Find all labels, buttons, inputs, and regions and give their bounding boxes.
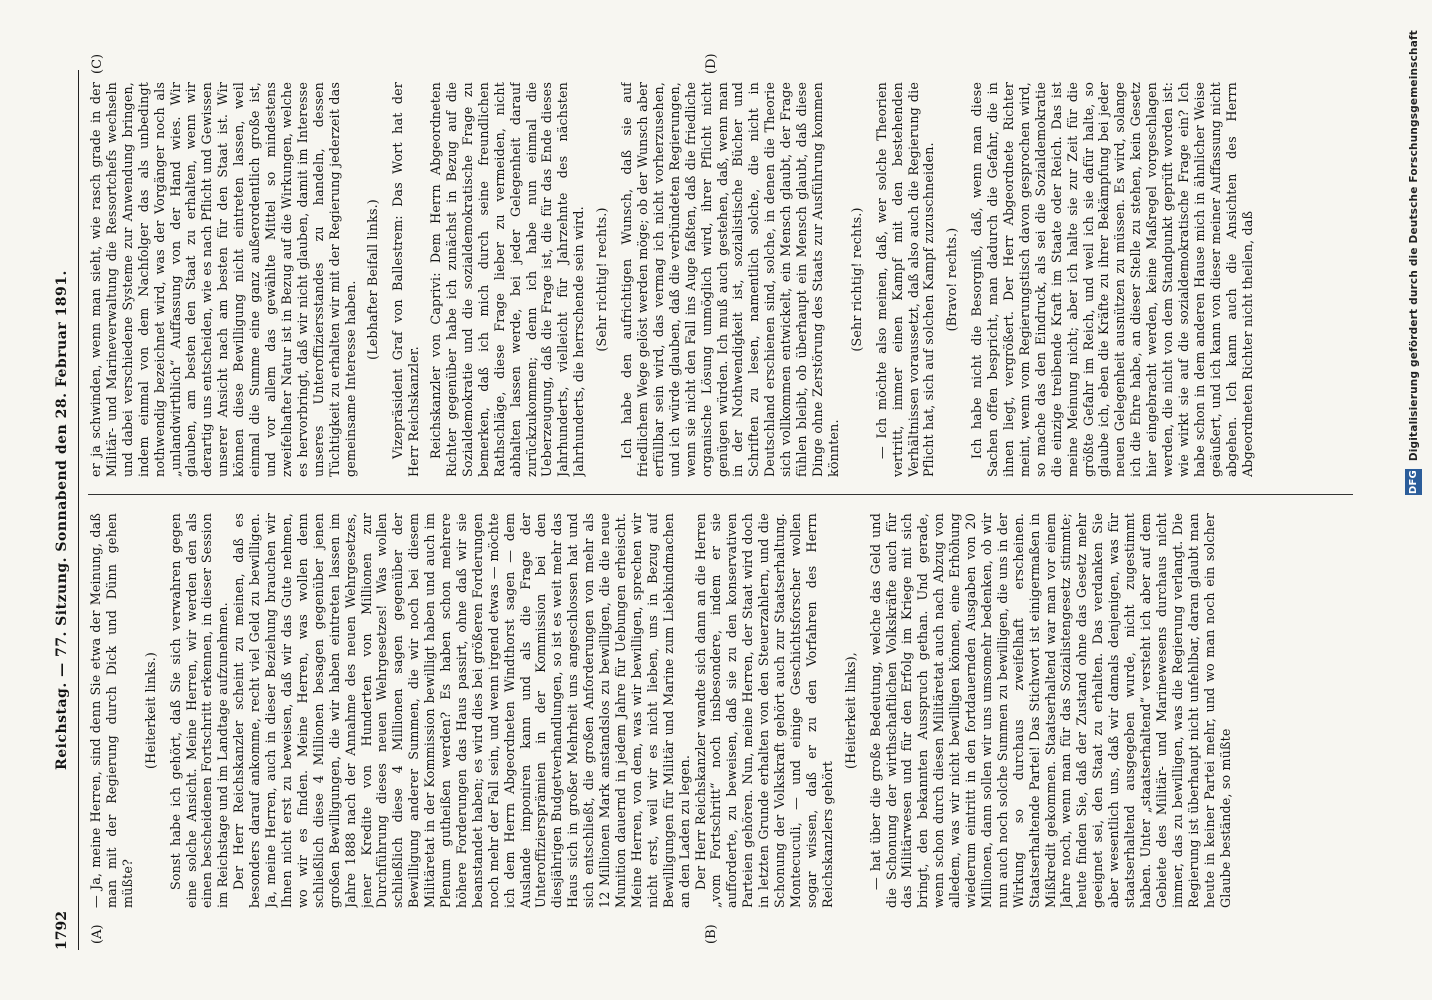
margin-marker-c: (C) [90,53,105,74]
left-column [88,513,1353,908]
page-header [54,90,76,950]
paragraph: Ich habe nicht die Besorgniß, daß, wenn man diese Sachen offen bespricht, man dadurch die Gefahr, die in ihnen liegt, vergrößert. Der Herr Abgeordnete Richter meint, wenn vom Regierungstisch davon gesprochen wird, so mache das den Eindruck, als sei die Sozialdemokratie die einzige treibende Kraft im Staate oder Reich. Das ist meine Meinung nicht; aber ich halte sie zur Zeit für die größte Gefahr im Reich, und weil ich sie dafür halte, so glaube ich, eben die Kräfte zu ihrer Bekämpfung bei jeder neuen Gelegenheit ausnützen zu müssen. Es wird, solange ich die Ehre habe, an dieser Stelle zu stehen, kein Gesetz hier eingebracht werden, keine Maßregel vorgeschlagen werden, die nicht von dem Standpunkt geprüft worden ist: wie wirkt sie auf die sozialdemokratische Frage ein? Ich habe schon in dem anderen Hause mich in ähnlicher Weise geäußert, und ich kann von dieser meiner Auffassung nicht abgehen. Ich kann auch die Ansichten des Herrn Abgeordneten Richter nicht theilen, daß [969,82,1255,477]
right-column [88,82,1353,477]
interjection: (Heiterkeit links.) [142,652,158,769]
speaker-paragraph: Vizepräsident Graf von Ballestrem: Das Wort hat der Herr Reichskanzler. [390,82,422,477]
interjection: (Sehr richtig! rechts.) [594,207,610,352]
paragraph: — Ich möchte also meinen, daß, wer solche Theorien vertritt, immer einen Kampf mit den bestehenden Verhältnissen voraussetzt, daß also auch die Regierung die Pflicht hat, sich auf solchen Kampf zuzuschneiden. [873,82,937,477]
paragraph: — Ja, meine Herren, sind denn Sie etwa der Meinung, daß man mit der Regierung durch Dick und Dünn gehen müßte? [88,513,135,908]
paragraph: er ja schwinden, wenn man sieht, wie rasch grade in der Militär- und Marineverwaltung die Ressortchefs wechseln und dabei verschiedene Systeme zur Anwendung bringen, indem einmal von dem Nachfolger das als unbedingt nothwendig bezeichnet wird, was der Vorgänger noch als „unlandwirthlich“ Auffassung von der Hand wies. Wir glauben, am besten den Staat zu erhalten, wenn wir derartig uns entscheiden, wie es nach Pflicht und Gewissen unserer Ansicht nach am besten für den Staat ist. Wir können diese Bewilligung nicht eintreten lassen, weil einmal die Summe eine ganz außerordentlich große ist, und vor allem das gewählte Mittel so mindestens zweifelhafter Natur ist in Bezug auf die Wirkungen, welche es hervorbringt, daß wir nicht glauben, damit im Interesse unseres Unteroffiziersstandes zu handeln, dessen Tüchtigkeit zu erhalten wir mit der Regierung jederzeit das gemeinsame Interesse haben. [88,82,358,477]
dfg-logo: DFG [1405,469,1422,495]
interjection: (Sehr richtig! rechts.) [848,207,864,352]
interjection: (Bravo! rechts.) [944,227,960,332]
paragraph: — hat über die große Bedeutung, welche das Geld und die Schonung der wirthschaftlichen Volkskräfte auch für das Militärwesen und für den Erfolg im Kriege mit sich bringt, den bekannten Ausspruch gethan. Und gerade, wenn schon durch diesen Militäretat auch nach Abzug von alledem, was wir nicht bewilligen können, eine Erhöhung wiederum eintritt in den fortdauernden Ausgaben von 20 Millionen, dann sollen wir uns umsomehr bedenken, ob wir nun auch noch solche Summen zu bewilligen, die uns in der Wirkung so durchaus zweifelhaft erscheinen. Staatserhaltende Partei! Das Stichwort ist einigermaßen in Mißkredit gekommen. Staatserhaltend war man vor einem Jahre noch, wenn man für das Sozialistengesetz stimmte; heute finden Sie, daß der Zustand ohne das Gesetz mehr geeignet sei, den Staat zu erhalten. Das verdanken Sie aber wesentlich uns, daß wir damals denjenigen, was für staatserhaltend ausgegeben wurde, nicht zugestimmt haben. Unter „staatserhaltend“ versteht ich aber auf dem Gebiete des Militär- und Marinewesens durchaus nicht immer, das zu bewilligen, was die Regierung verlangt. Die Regierung ist überhaupt nicht unfehlbar, daran glaubt man heute in keiner Partei mehr, und wo man noch ein solcher Glaube bestände, so müßte [867,513,1233,908]
paragraph: Der Herr Reichskanzler wandte sich dann an die Herren „vom Fortschritt“ noch insbesondere, indem er sie aufforderte, zu beweisen, daß sie zu den konservativen Parteien gehören. Nun, meine Herren, der Staat wird doch in letzten Grunde erhalten von den Steuerzahlern, und die Schonung der Volkskraft gehört auch zur Staatserhaltung. Montecuculi, — und einige Geschichtsforscher wollen sogar wissen, daß er zu den Vorfahren des Herrn Reichskanzlers gehört [692,513,835,908]
paragraph: Sonst habe ich gehört, daß Sie sich verwahren gegen eine solche Ansicht. Meine Herren, wir werden den als einen bescheidenen Fortschritt erkennen, in dieser Session im Reichstage und im Landtage aufzunehmen. [167,513,231,908]
page-number: 1792 [54,911,70,950]
margin-marker-b: (B) [704,924,719,944]
column-divider [88,494,1353,495]
interjection: (Heiterkeit links), [842,652,858,769]
margin-marker-d: (D) [704,53,719,74]
page-title: Reichstag. — 77. Sitzung. Sonnabend den 28. Februar 1891. [54,270,70,770]
credit-text: Digitalisierung gefördert durch die Deutsche Forschungsgemeinschaft [1408,30,1420,462]
paragraph: Ich habe den aufrichtigen Wunsch, daß sie auf friedlichem Wege gelöst werden möge; ob der Wunsch aber erfüllbar sein wird, das vermag ich nicht vorherzusehen, und ich würde glauben, daß die verbündeten Regierungen, wenn sie nicht den Fall ins Auge faßten, daß die friedliche organische Lösung unmöglich wird, ihrer Pflicht nicht genügen würden. Ich muß auch gestehen, daß, wenn man in der Nothwendigkeit ist, sozialistische Bücher und Schriften zu lesen, namentlich solche, die nicht in Deutschland erschienen sind, solche, in denen die Theorie sich vollkommen entwickelt, ein Mensch glaubt, der Frage fühlen bleibt, ob überhaupt ein Mensch glaubt, daß diese Dinge ohne Zerstörung des Staats zur Ausführung kommen könnten. [619,82,841,477]
header-rule [78,70,79,950]
margin-marker-a: (A) [90,924,105,944]
paragraph: Der Herr Reichskanzler scheint zu meinen, daß es besonders darauf ankomme, recht viel Geld zu bewilligen. Ja, meine Herren, auch in dieser Beziehung brauchen wir Ihnen nicht erst zu beweisen, daß wir das Gute nehmen, wo wir es finden. Meine Herren, was wollen denn schließlich diese 4 Millionen besagen gegenüber jenen großen Bewilligungen, die wir haben eintreten lassen im Jahre 1888 nach der Annahme des neuen Wehrgesetzes, jener Kredite von Hunderten von Millionen zur Durchführung dieses neuen Wehrgesetzes! Was wollen schließlich diese 4 Millionen sagen gegenüber der Bewilligung anderer Summen, die wir noch bei diesem Militäretat in der Kommission bewilligt haben und auch im Plenum gutheißen werden? Es haben schon mehrere höhere Forderungen das Haus passirt, ohne daß wir sie beanstandet haben; es wird dies bei größeren Forderungen noch mehr der Fall sein, und wenn irgend etwas — möchte ich dem Herrn Abgeordneten Windthorst sagen — dem Auslande imponiren kann und als die Frage der Unteroffiziersprämien in der Kommission bei den diesjährigen Budgetverhandlungen, so ist es weit mehr das Haus sich in großer Mehrheit uns angeschlossen hat und sich entschließt, die großen Anforderungen von mehr als 12 Millionen Mark anstandslos zu bewilligen, die die neue Munition dauernd in jedem Jahre für Uebungen erheischt. Meine Herren, von dem, was wir bewilligen, sprechen wir nicht erst, weil wir es nicht lieben, uns in Bezug auf Bewilligungen für Militär und Marine zum Liebkindmachen an den Laden zu legen. [231,513,692,908]
interjection: (Lebhafter Beifall links.) [365,199,381,360]
digitization-credit [1405,30,1422,495]
speaker-paragraph: Reichskanzler von Caprivi: Dem Herrn Abgeordneten Richter gegenüber habe ich zunächst in Bezug auf die Sozialdemokratie und die sozialdemokratische Frage zu bemerken, daß ich mich durch seine freundlichen Rathschläge, diese Frage lieber zu vermeiden, nicht abhalten lassen werde, bei jeder Gelegenheit darauf zurückzukommen; denn ich habe nun einmal die Ueberzeugung, daß die Frage ist, die für das Ende dieses Jahrhunderts, vielleicht für Jahrzehnte des nächsten Jahrhunderts, die herrschende sein wird. [428,82,587,477]
